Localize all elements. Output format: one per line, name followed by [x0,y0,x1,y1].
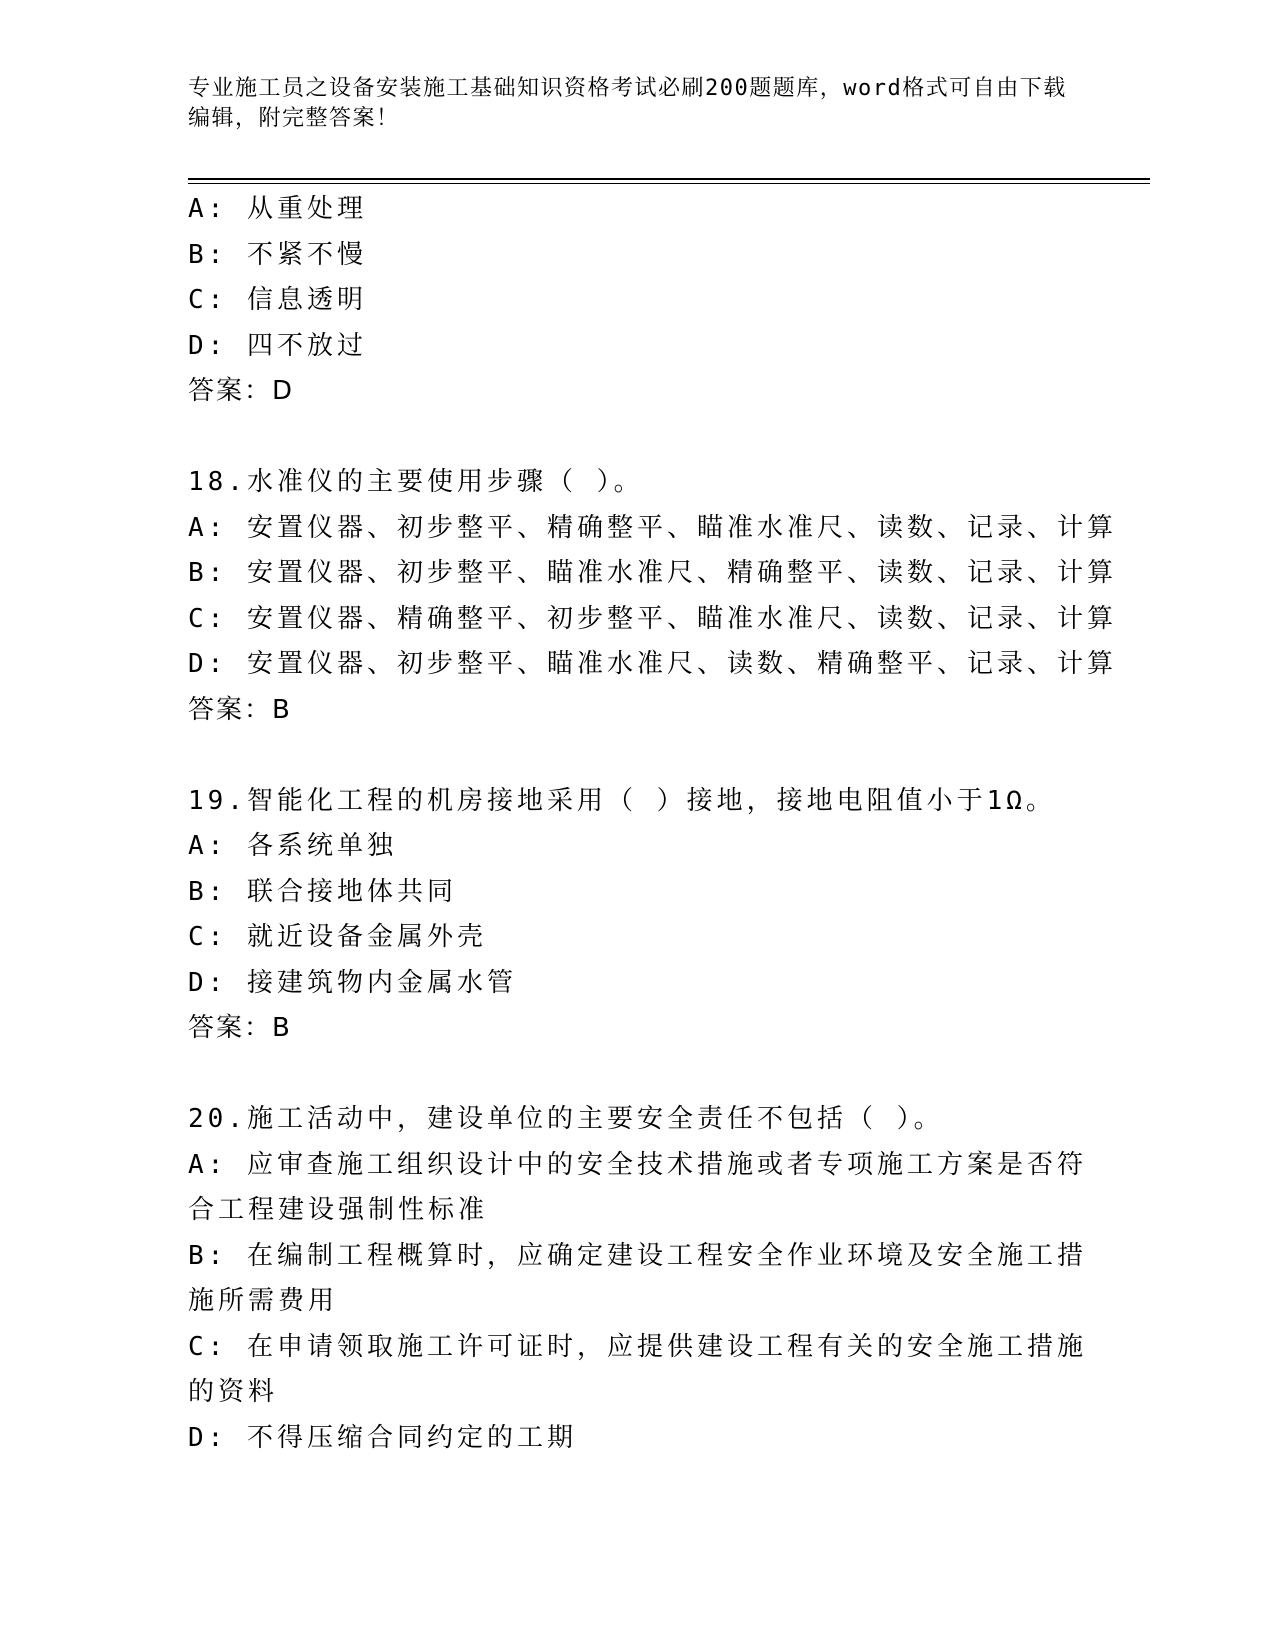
question-17 [188,187,1088,415]
option-c: C: 安置仪器、精确整平、初步整平、瞄准水准尺、读数、记录、计算 [188,603,1117,634]
answer: 答案：B [188,1013,292,1043]
option-b: B: 在编制工程概算时，应确定建设工程安全作业环境及安全施工措施所需费用 [188,1240,1087,1316]
option-a: A: 应审查施工组织设计中的安全技术措施或者专项施工方案是否符合工程建设强制性标准 [188,1149,1087,1225]
document-header: 专业施工员之设备安装施工基础知识资格考试必刷200题题库，word格式可自由下载编辑，附完整答案！ [188,76,1067,131]
option-b: B: 不紧不慢 [188,239,367,270]
option-d: D: 接建筑物内金属水管 [188,967,517,998]
answer: 答案：B [188,694,292,725]
option-c: C: 在申请领取施工许可证时，应提供建设工程有关的安全施工措施的资料 [188,1331,1087,1407]
question-text: 18.水准仪的主要使用步骤（ ）。 [188,467,644,497]
option-d: D: 四不放过 [188,330,367,361]
option-b: B: 安置仪器、初步整平、瞄准水准尺、精确整平、读数、记录、计算 [188,558,1117,588]
option-d: D: 不得压缩合同约定的工期 [188,1422,577,1453]
option-c: C: 信息透明 [188,285,367,315]
header-rule-thin [188,183,1150,184]
spacer [188,1052,1088,1098]
spacer [188,733,1088,779]
option-a: A: 各系统单独 [188,831,397,861]
question-text: 19.智能化工程的机房接地采用（ ）接地，接地电阻值小于1Ω。 [188,785,1056,816]
option-c: C: 就近设备金属外壳 [188,922,487,952]
question-18 [188,460,1117,733]
question-content [188,187,1117,1461]
answer: 答案：D [188,376,295,406]
header-rule-thick [188,178,1150,180]
option-b: B: 联合接地体共同 [188,876,457,907]
option-a: A: 从重处理 [188,194,367,224]
question-19 [188,779,1088,1052]
spacer [188,415,1088,461]
option-a: A: 安置仪器、初步整平、精确整平、瞄准水准尺、读数、记录、计算 [188,512,1117,543]
question-text: 20.施工活动中，建设单位的主要安全责任不包括（ ）。 [188,1104,944,1134]
option-d: D: 安置仪器、初步整平、瞄准水准尺、读数、精确整平、记录、计算 [188,649,1117,679]
question-20 [188,1097,1088,1461]
